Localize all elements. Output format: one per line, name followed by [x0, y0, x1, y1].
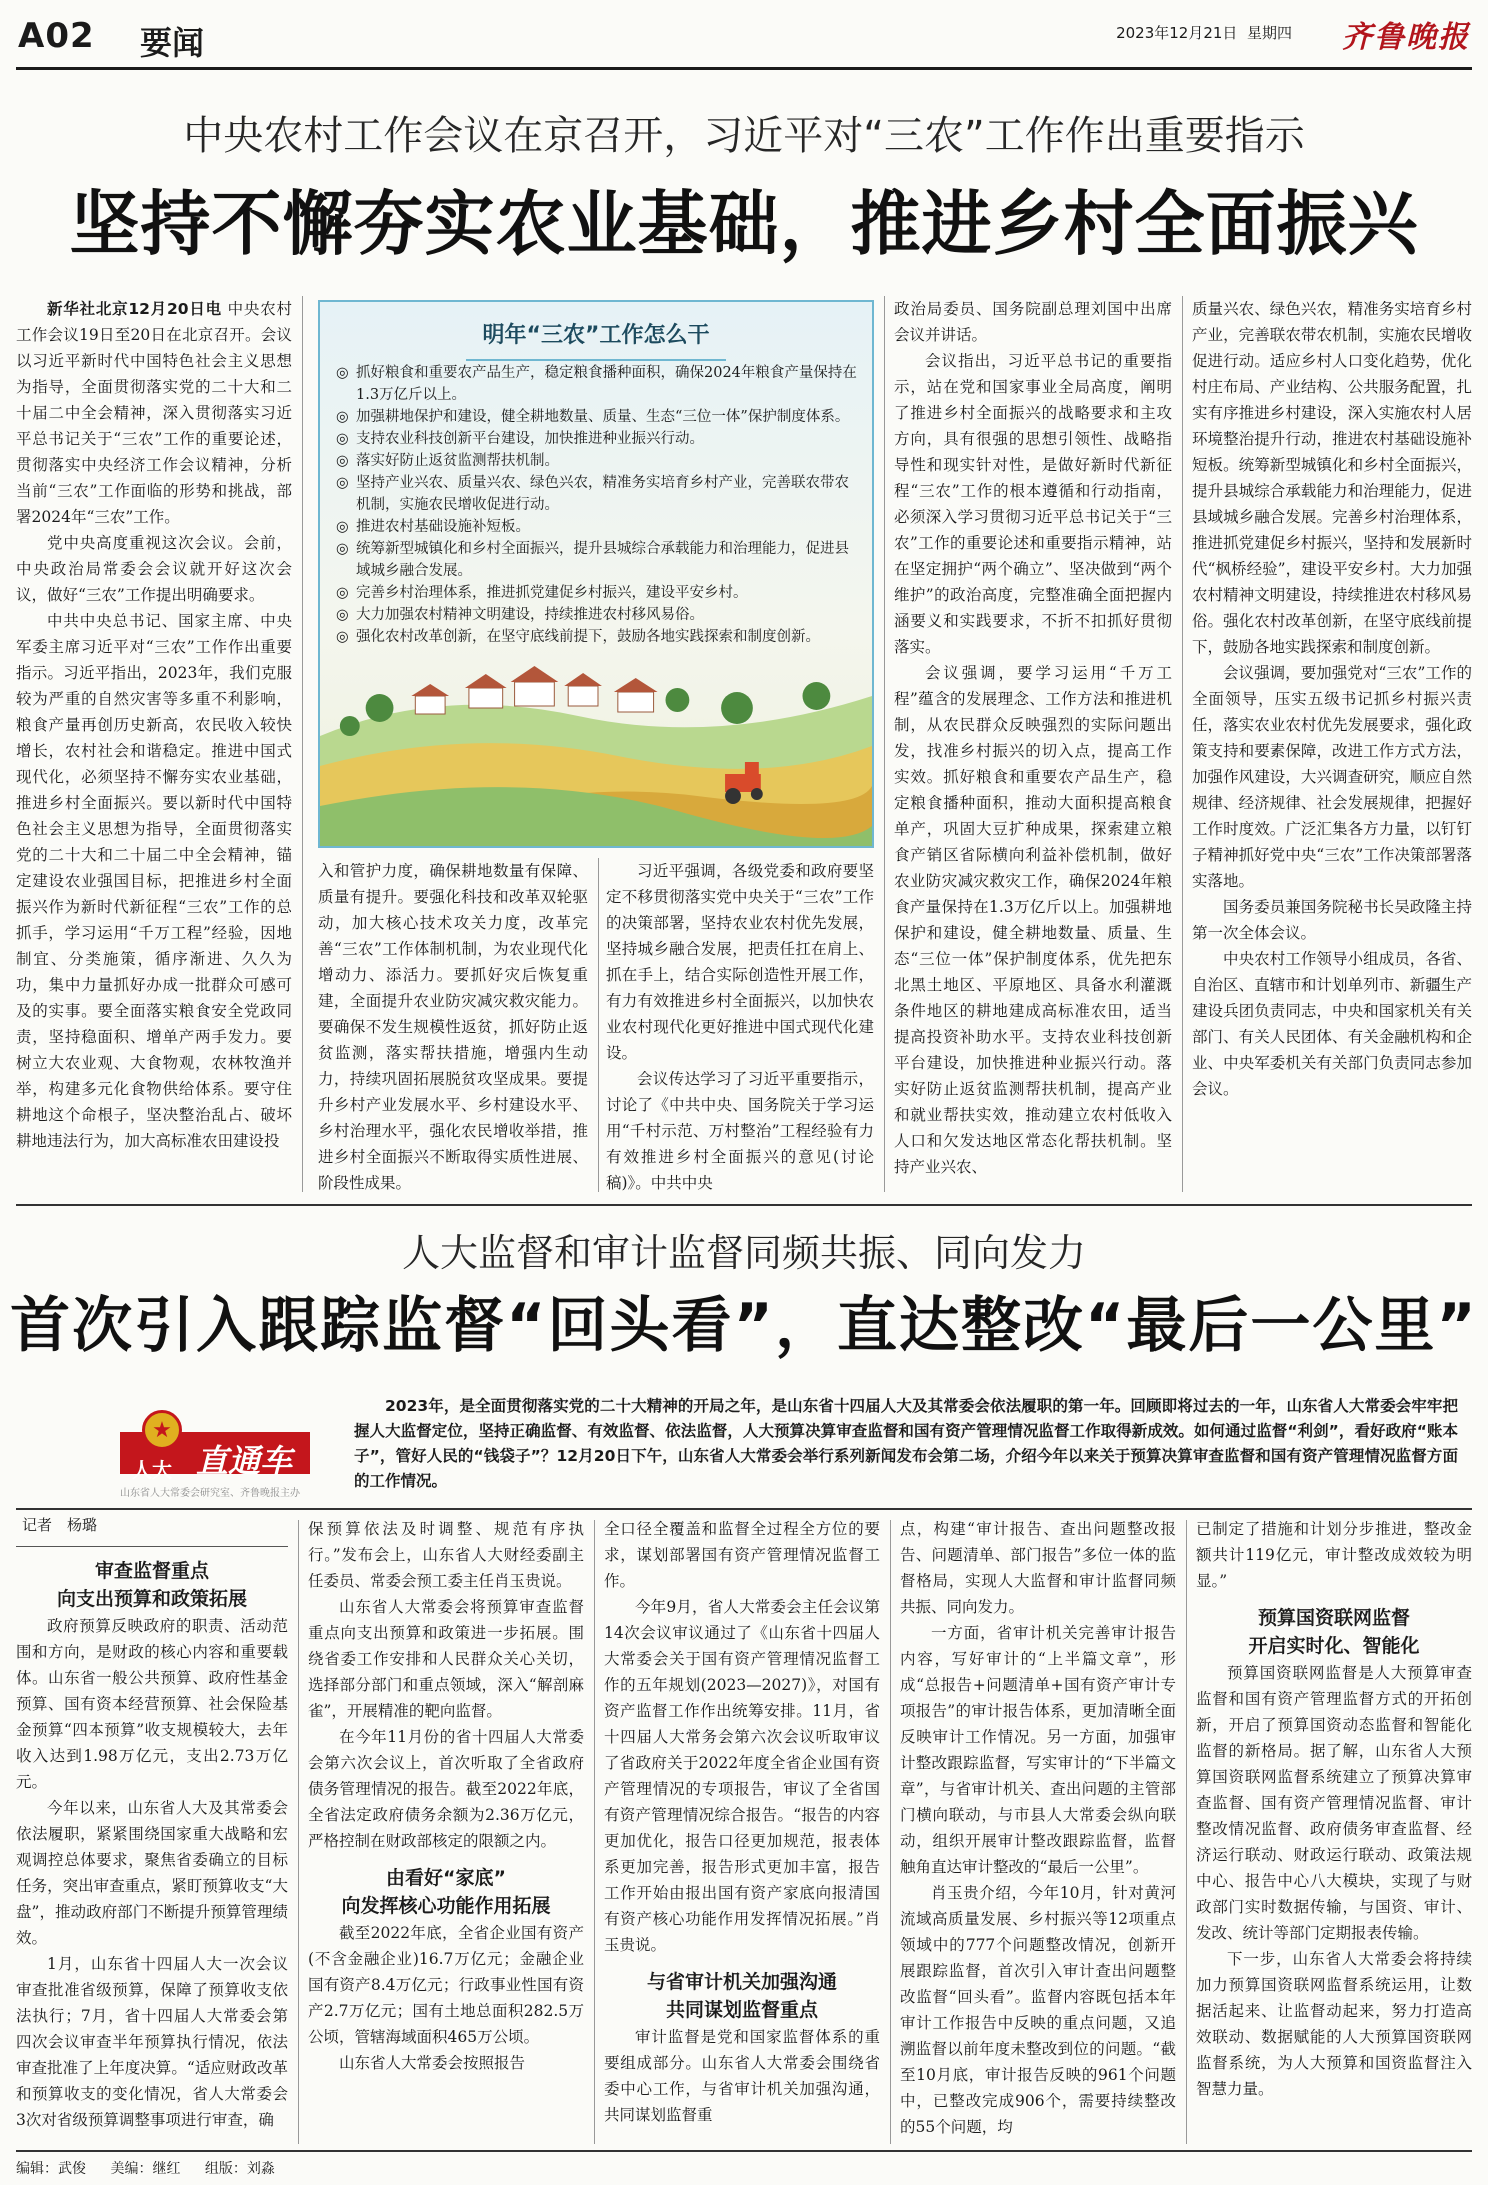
subhead-3: [604, 1968, 880, 2024]
dateline: 新华社北京12月20日电: [47, 300, 222, 318]
lead-separator: [16, 1508, 1472, 1510]
newspaper-logo: 齐鲁晚报: [1342, 20, 1470, 55]
infobox-item: ◎ 大力加强农村精神文明建设，持续推进农村移风易俗。: [336, 604, 860, 626]
infobox-item: ◎ 支持农业科技创新平台建设，加快推进种业振兴行动。: [336, 428, 860, 450]
article2-paragraph: 政府预算反映政府的职责、活动范围和方向，是财政的核心内容和重要载体。山东省一般公共预算、政府性基金预算、国有资本经营预算、社会保险基金预算“四本预算”收支规模较大，去年收入达到1.98万亿元，支出2.73万亿元。: [16, 1617, 288, 1791]
page-footer: [16, 2150, 1472, 2178]
column-divider: [298, 1520, 299, 2144]
date-text: 2023年12月21日: [1116, 24, 1238, 42]
article1-paragraph: 国务委员兼国务院秘书长吴政隆主持第一次全体会议。: [1192, 898, 1472, 942]
article2-paragraph: 保预算依法及时调整、规范有序执行。”发布会上，山东省人大财经委副主任委员、常委会预工委主任肖玉贵说。: [308, 1520, 584, 1590]
infobox-title: 明年“三农”工作怎么干: [320, 318, 872, 361]
article2-paragraph: 在今年11月份的省十四届人大常委会第六次会议上，首次听取了全省政府债务管理情况的报告。截至2022年底，全省法定政府债务余额为2.36万亿元，严格控制在财政部核定的限额之内。: [308, 1728, 584, 1850]
logo-text-renda: 人大: [132, 1458, 172, 1482]
article2-column-1: [16, 1544, 288, 2144]
subhead-4: [1196, 1604, 1472, 1660]
page-number: A02: [18, 16, 95, 56]
article1-paragraph: 中共中央总书记、国家主席、中央军委主席习近平对“三农”工作作出重要指示。习近平指出，2023年，我们克服较为严重的自然灾害等多重不利影响，粮食产量再创历史新高，农民收入较快增长，农村社会和谐稳定。推进中国式现代化，必须坚持不懈夯实农业基础，推进乡村全面振兴。要以新时代中国特色社会主义思想为指导，全面贯彻落实党的二十大和二十届二中全会精神，锚定建设农业强国目标，把推进乡村全面振兴作为新时代新征程“三农”工作的总抓手，学习运用“千万工程”经验，因地制宜、分类施策，循序渐进、久久为功，集中力量抓好办成一批群众可感可及的实事。要全面落实粮食安全党政同责，坚持稳面积、增单产两手发力。要树立大农业观、大食物观，农林牧渔并举，构建多元化食物供给体系。要守住耕地这个命根子，坚决整治乱占、破坏耕地违法行为，加大高标准农田建设投: [16, 612, 292, 1150]
column-divider: [884, 296, 885, 1192]
logo-text-zhitongche: 直通车: [196, 1442, 293, 1480]
article2-paragraph: 下一步，山东省人大常委会将持续加力预算国资联网监督系统运用，让数据活起来、让监督动起来，努力打造高效联动、数据赋能的人大预算国资联网监督系统，为人大预算和国资监督注入智慧力量。: [1196, 1950, 1472, 2098]
article2-column-3: [604, 1516, 880, 2144]
infobox-item: ◎ 抓好粮食和重要农产品生产，稳定粮食播种面积，确保2024年粮食产量保持在1.3万亿斤以上。: [336, 362, 860, 406]
article1-paragraph: 党中央高度重视这次会议。会前，中央政治局常委会会议就开好这次会议，做好“三农”工作提出明确要求。: [16, 534, 292, 604]
countryside-illustration: [320, 596, 872, 846]
article1-headline: 坚持不懈夯实农业基础，推进乡村全面振兴: [69, 183, 1419, 265]
article1-paragraph: 习近平强调，各级党委和政府要坚定不移贯彻落实党中央关于“三农”工作的决策部署，坚持农业农村优先发展，坚持城乡融合发展，把责任扛在肩上、抓在手上，结合实际创造性开展工作，有力有效推进乡村全面振兴，以加快农业农村现代化更好推进中国式现代化建设。: [606, 862, 874, 1062]
infobox-item: ◎ 加强耕地保护和建设，健全耕地数量、质量、生态“三位一体”保护制度体系。: [336, 406, 860, 428]
article2-paragraph: 一方面，省审计机关完善审计报告内容，写好审计的“上半篇文章”，形成“总报告+问题清单+国有资产审计专项报告”的审计报告体系，更加清晰全面反映审计工作情况。另一方面，加强审计整改跟踪监督，写实审计的“下半篇文章”，与省审计机关、查出问题的主管部门横向联动，与市县人大常委会纵向联动，组织开展审计整改跟踪监督，监督触角直达审计整改的“最后一公里”。: [900, 1624, 1176, 1876]
emblem-icon: ★: [142, 1410, 182, 1450]
article1-column-5: [1192, 296, 1472, 1196]
article2-column-5: [1196, 1516, 1472, 2144]
article1-paragraph: 会议传达学习了习近平重要指示，讨论了《中共中央、国务院关于学习运用“千村示范、万村整治”工程经验有力有效推进乡村全面振兴的意见(讨论稿)》。中共中央: [606, 1070, 874, 1192]
subhead-rule: [16, 1546, 288, 1547]
article1-column-4: [894, 296, 1172, 1196]
article2-column-2: [308, 1516, 584, 2144]
article1-column-1: [16, 296, 292, 1196]
article2-paragraph: 审计监督是党和国家监督体系的重要组成部分。山东省人大常委会围绕省委中心工作，与省审计机关加强沟通，共同谋划监督重: [604, 2028, 880, 2124]
article2-column-4: [900, 1516, 1176, 2144]
column-divider: [1182, 296, 1183, 1192]
article2-paragraph: 点，构建“审计报告、查出问题整改报告、问题清单、部门报告”多位一体的监督格局，实现人大监督和审计监督同频共振、同向发力。: [900, 1520, 1176, 1616]
infobox-item: ◎ 完善乡村治理体系，推进抓党建促乡村振兴，建设平安乡村。: [336, 582, 860, 604]
article1-kicker: 中央农村工作会议在京召开，习近平对“三农”工作作出重要指示: [183, 113, 1305, 159]
layout-credit: 组版：刘淼: [204, 2161, 275, 2177]
subhead-text: 由看好“家底” 向发挥核心功能作用拓展: [341, 1867, 551, 1917]
reporter-byline: 记者 杨璐: [22, 1516, 98, 1534]
article1-paragraph: 质量兴农、绿色兴农，精准务实培育乡村产业，完善联农带农机制，实施农民增收促进行动。适应乡村人口变化趋势，优化村庄布局、产业结构、公共服务配置，扎实有序推进乡村建设，深入实施农村人居环境整治提升行动，推进农村基础设施补短板。统筹新型城镇化和乡村全面振兴，提升县城综合承载能力和治理能力，促进县域城乡融合发展。完善乡村治理体系，推进抓党建促乡村振兴，坚持和发展新时代“枫桥经验”，建设平安乡村。大力加强农村精神文明建设，持续推进农村移风易俗。强化农村改革创新，在坚守底线前提下，鼓励各地实践探索和制度创新。: [1192, 300, 1472, 656]
column-divider: [302, 296, 303, 1192]
article1-paragraph: 入和管护力度，确保耕地数量有保障、质量有提升。要强化科技和改革双轮驱动，加大核心技术攻关力度，改革完善“三农”工作体制机制，为农业现代化增动力、添活力。要抓好灾后恢复重建，全面提升农业防灾减灾救灾能力。要确保不发生规模性返贫，抓好防止返贫监测，落实帮扶措施，增强内生动力，持续巩固拓展脱贫攻坚成果。要提升乡村产业发展水平、乡村建设水平、乡村治理水平，强化农民增收举措，推进乡村全面振兴不断取得实质性进展、阶段性成果。: [318, 862, 588, 1192]
page-header: [16, 10, 1472, 70]
article2-paragraph: 肖玉贵介绍，今年10月，针对黄河流域高质量发展、乡村振兴等12项重点领域中的777个问题整改情况，创新开展跟踪监督，首次引入审计查出问题整改监督“回头看”。监督内容既包括本年审计工作报告中反映的重点问题，又追溯监督以前年度未整改到位的问题。“截至10月底，审计报告反映的961个问题中，已整改完成906个，需要持续整改的55个问题，均: [900, 1884, 1176, 2136]
article2-paragraph: 山东省人大常委会按照报告: [339, 2054, 526, 2072]
article2-paragraph: 1月，山东省十四届人大一次会议审查批准省级预算，保障了预算收支依法执行；7月，省十四届人大常委会第四次会议审查半年预算执行情况，依法审查批准了上年度决算。“适应财政改革和预算收支的变化情况，省人大常委会3次对省级预算调整事项进行审查，确: [16, 1955, 288, 2129]
article2-lead: 2023年，是全面贯彻落实党的二十大精神的开局之年，是山东省十四届人大及其常委会依法履职的第一年。回顾即将过去的一年，山东省人大常委会牢牢把握人大监督定位，坚持正确监督、有效监督、依法监督，人大预算决算审查监督和国有资产管理情况监督工作取得新成效。如何通过监督“利剑”，看好政府“账本子”，管好人民的“钱袋子”？12月20日下午，山东省人大常委会举行系列新闻发布会第二场，介绍今年以来关于预算决算审查监督和国有资产管理情况监督方面的工作情况。: [354, 1397, 1458, 1490]
subhead-text: 与省审计机关加强沟通 共同谋划监督重点: [646, 1971, 837, 2021]
column-logo: [120, 1410, 310, 1510]
article1-paragraph: 会议强调，要学习运用“千万工程”蕴含的发展理念、工作方法和推进机制，从农民群众反映强烈的实际问题出发，找准乡村振兴的切入点，提高工作实效。抓好粮食和重要农产品生产，稳定粮食播种面积，推动大面积提高粮食单产，巩固大豆扩种成果，探索建立粮食产销区省际横向利益补偿机制，做好农业防灾减灾救灾工作，确保2024年粮食产量保持在1.3万亿斤以上。加强耕地保护和建设，健全耕地数量、质量、生态“三位一体”保护制度体系，优先把东北黑土地区、平原地区、具备水利灌溉条件地区的耕地建成高标准农田，适当提高投资补助水平。支持农业科技创新平台建设，加快推进种业振兴行动。落实好防止返贫监测帮扶机制，提高产业和就业帮扶实效，推动建立农村低收入人口和欠发达地区常态化帮扶机制。坚持产业兴农、: [894, 664, 1172, 1176]
section-name: 要闻: [140, 24, 205, 62]
infobox-item: ◎ 强化农村改革创新，在坚守底线前提下，鼓励各地实践探索和制度创新。: [336, 626, 860, 648]
article1-paragraph: 会议指出，习近平总书记的重要指示，站在党和国家事业全局高度，阐明了推进乡村全面振兴的战略要求和主攻方向，具有很强的思想引领性、战略指导性和现实针对性，是做好新时代新征程“三农”工作的根本遵循和行动指南，必须深入学习贯彻习近平总书记关于“三农”工作的重要论述和重要指示精神，站在坚定拥护“两个确立”、坚决做到“两个维护”的政治高度，完整准确全面把握内涵要义和实践要求，不折不扣抓好贯彻落实。: [894, 352, 1172, 656]
infobox-item: ◎ 统筹新型城镇化和乡村全面振兴，提升县城综合承载能力和治理能力，促进县域城乡融合发展。: [336, 538, 860, 582]
subhead-text: 审查监督重点 向支出预算和政策拓展: [56, 1560, 247, 1610]
column-divider: [890, 1520, 891, 2144]
weekday-text: 星期四: [1246, 24, 1292, 42]
article2-paragraph: 已制定了措施和计划分步推进，整改金额共计119亿元，审计整改成效较为明显。”: [1196, 1520, 1472, 1590]
article-separator: [16, 1204, 1472, 1206]
infobox-item: ◎ 落实好防止返贫监测帮扶机制。: [336, 450, 860, 472]
article2-paragraph: 今年9月，省人大常委会主任会议第14次会议审议通过了《山东省十四届人大常委会关于国有资产管理情况监督工作的五年规划(2023—2027)》，对国有资产监督工作作出统筹安排。11月，省十四届人大常务会第六次会议听取审议了省政府关于2022年度全省企业国有资产管理情况的专项报告，审议了全省国有资产管理情况综合报告。“报告的内容更加优化，报告口径更加规范，报表体系更加完善，报告形式更加丰富，报告工作开始由报出国有资产家底向报清国有资产核心功能作用发挥情况拓展。”肖玉贵说。: [604, 1598, 880, 1954]
article1-paragraph: 会议强调，要加强党对“三农”工作的全面领导，压实五级书记抓乡村振兴责任，落实农业农村优先发展要求，强化政策支持和要素保障，改进工作方式方法，加强作风建设，大兴调查研究，顺应自然规律、经济规律、社会发展规律，把握好工作时度效。广泛汇集各方力量，以钉钉子精神抓好党中央“三农”工作决策部署落实落地。: [1192, 664, 1472, 890]
column-divider: [598, 858, 599, 1192]
issue-date: [1116, 22, 1292, 43]
designer-credit: 美编：继红: [110, 2161, 181, 2177]
infobox-rural-work: [318, 300, 874, 848]
article2-paragraph: 今年以来，山东省人大及其常委会依法履职，紧紧围绕国家重大战略和宏观调控总体要求，聚焦省委确立的目标任务，突出审查重点，紧盯预算收支“大盘”，推动政府部门不断提升预算管理绩效。: [16, 1799, 288, 1947]
subhead-1: [16, 1557, 288, 1613]
article1-paragraph: 政治局委员、国务院副总理刘国中出席会议并讲话。: [894, 300, 1172, 344]
article2-paragraph: 截至2022年底，全省企业国有资产(不含金融企业)16.7万亿元；金融企业国有资产8.4万亿元；行政事业性国有资产2.7万亿元；国有土地总面积282.5万公顷，管辖海域面积465万公顷。: [308, 1924, 584, 2046]
logo-subtitle: 山东省人大常委会研究室、齐鲁晚报主办: [120, 1488, 300, 1499]
article1-column-3: [606, 858, 874, 1196]
infobox-item: ◎ 推进农村基础设施补短板。: [336, 516, 860, 538]
column-divider: [594, 1520, 595, 2144]
editor-credit: 编辑：武俊: [16, 2161, 86, 2177]
infobox-item: ◎ 坚持产业兴农、质量兴农、绿色兴农，精准务实培育乡村产业，完善联农带农机制，实施农民增收促进行动。: [336, 472, 860, 516]
article1-paragraph: 中央农村工作领导小组成员，各省、自治区、直辖市和计划单列市、新疆生产建设兵团负责同志，中央和国家机关有关部门、有关人民团体、有关金融机构和企业、中央军委机关有关部门负责同志参加会议。: [1192, 950, 1472, 1098]
article1-column-2: [318, 858, 588, 1196]
article2-headline: 首次引入跟踪监督“回头看”，直达整改“最后一公里”: [10, 1291, 1478, 1361]
article2-paragraph: 预算国资联网监督是人大预算审查监督和国有资产管理监督方式的开拓创新，开启了预算国资动态监督和智能化监督的新格局。据了解，山东省人大预算国资联网监督系统建立了预算决算审查监督、国有资产管理情况监督、审计整改情况监督、政府债务审查监督、经济运行联动、财政运行联动、政策法规中心、报告中心八大模块，实现了与财政部门实时数据传输，与国资、审计、发改、统计等部门定期报表传输。: [1196, 1664, 1472, 1942]
column-divider: [1186, 1520, 1187, 2144]
article1-paragraph: 中央农村工作会议19日至20日在北京召开。会议以习近平新时代中国特色社会主义思想为指导，全面贯彻落实党的二十大和二十届二中全会精神，深入贯彻落实习近平总书记关于“三农”工作的重要论述，贯彻落实中央经济工作会议精神，分析当前“三农”工作面临的形势和挑战，部署2024年“三农”工作。: [16, 300, 292, 526]
article2-kicker: 人大监督和审计监督同频共振、同向发力: [401, 1231, 1086, 1275]
article2-paragraph: 山东省人大常委会将预算审查监督重点向支出预算和政策进一步拓展。围绕省委工作安排和人民群众关心关切，选择部分部门和重点领域，深入“解剖麻雀”，开展精准的靶向监督。: [308, 1598, 584, 1720]
subhead-text: 预算国资联网监督 开启实时化、智能化: [1248, 1607, 1420, 1657]
article2-paragraph: 全口径全覆盖和监督全过程全方位的要求，谋划部署国有资产管理情况监督工作。: [604, 1520, 880, 1590]
subhead-2: [308, 1864, 584, 1920]
